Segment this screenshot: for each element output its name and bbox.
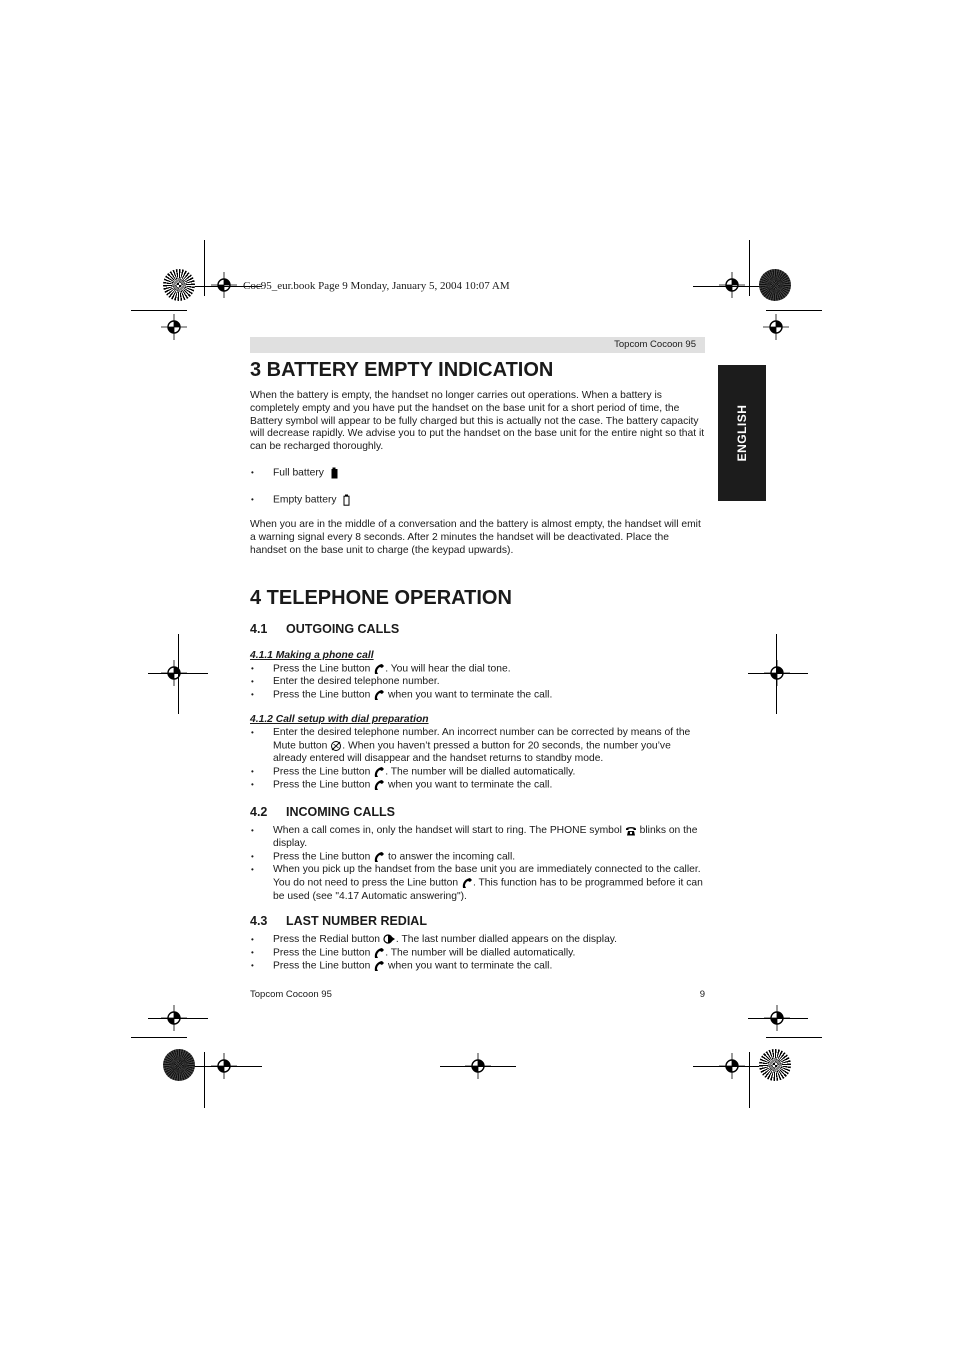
crop-mark <box>693 286 769 287</box>
registration-mark-icon <box>763 314 789 340</box>
list-item: • Empty battery <box>250 494 705 508</box>
list-item: • Enter the desired telephone number. An incorrect number can be corrected by means of the Mute button . When you haven’t pressed a button for 20 seconds, the number you’ve already entered will disappear and the handset returns to standby mode. <box>250 727 705 766</box>
mute-button-icon <box>330 740 342 752</box>
redial-button-icon <box>383 934 396 944</box>
list-item: • Press the Line button when you want to terminate the call. <box>250 689 705 703</box>
subsection-4-1 <box>250 622 705 637</box>
registration-mark-icon <box>211 272 237 298</box>
crop-mark <box>693 1066 769 1067</box>
line-button-icon <box>373 766 385 778</box>
footer-title: Topcom Cocoon 95 <box>250 989 332 1000</box>
subsection-4-1-2 <box>250 714 705 793</box>
list-item: • Press the Line button . The number will be dialled automatically. <box>250 766 705 780</box>
registration-mark-icon <box>719 272 745 298</box>
list-item: • Press the Line button . The number will be dialled automatically. <box>250 947 705 961</box>
list-item: • Press the Line button . You will hear the dial tone. <box>250 663 705 677</box>
empty-battery-icon <box>343 494 351 506</box>
crop-mark <box>148 1018 208 1019</box>
redial-list <box>250 934 705 974</box>
list-item: • Press the Line button when you want to terminate the call. <box>250 779 705 793</box>
line-button-icon <box>373 851 385 863</box>
subsection-4-2 <box>250 805 705 820</box>
language-tab-label: ENGLISH <box>735 404 749 462</box>
crop-mark <box>748 673 808 674</box>
list-item: • Press the Line button to answer the incoming call. <box>250 851 705 865</box>
page-number: 9 <box>699 989 705 1000</box>
print-slug: Coc95_eur.book Page 9 Monday, January 5, 2004 10:07 AM <box>243 280 510 292</box>
sunburst-target-icon <box>759 269 791 301</box>
crop-mark <box>748 1018 808 1019</box>
crop-mark <box>131 1037 187 1038</box>
subsection-heading: 4.1 OUTGOING CALLS <box>250 622 400 636</box>
line-button-icon <box>373 947 385 959</box>
list-item: • Full battery <box>250 467 705 481</box>
crop-mark <box>440 1066 516 1067</box>
crop-mark <box>186 1066 262 1067</box>
battery-list <box>250 467 705 507</box>
list-item: • Press the Redial button . The last number dialled appears on the display. <box>250 934 705 947</box>
crop-mark <box>131 310 187 311</box>
line-button-icon <box>373 779 385 791</box>
crop-mark <box>204 240 205 296</box>
crop-mark <box>204 1052 205 1108</box>
subsection-heading: 4.3 LAST NUMBER REDIAL <box>250 914 427 928</box>
line-button-icon <box>461 877 473 889</box>
subsubsection-heading: 4.1.1 Making a phone call <box>250 650 374 661</box>
subsubsection-heading: 4.1.2 Call setup with dial preparation <box>250 714 429 725</box>
sunburst-target-icon <box>163 1049 195 1081</box>
section-3-title: 3 BATTERY EMPTY INDICATION <box>250 359 554 381</box>
section-4-title: 4 TELEPHONE OPERATION <box>250 587 512 609</box>
crop-mark <box>749 240 750 296</box>
section-3-intro <box>250 390 705 454</box>
list-item: • Enter the desired telephone number. <box>250 676 705 689</box>
section-4 <box>250 586 705 610</box>
crop-mark <box>766 310 822 311</box>
full-battery-icon <box>331 467 339 479</box>
incoming-calls-list <box>250 825 705 903</box>
paragraph: When you are in the middle of a conversation and the battery is almost empty, the handset will emit a warning signal every 8 seconds. After 2 minutes the handset will be deactivated. Place the handset on the base unit to charge (the keypad upwards). <box>250 519 701 556</box>
crop-mark <box>749 1052 750 1108</box>
list-item: • Press the Line button when you want to terminate the call. <box>250 960 705 974</box>
sunburst-target-icon <box>759 1049 791 1081</box>
subsection-4-3 <box>250 914 705 929</box>
crop-mark <box>148 673 208 674</box>
list-item: • When you pick up the handset from the base unit you are immediately connected to the caller. You do not need to press the Line button . This function has to be programmed before it can be used (see "4.17 Automatic answering"). <box>250 864 705 903</box>
crop-mark <box>766 1037 822 1038</box>
line-button-icon <box>373 689 385 701</box>
paragraph: When the battery is empty, the handset no longer carries out operations. When a battery is completely empty and you have put the handset on the base unit for a short period of time, the Battery symbol will appear to be fully charged but this is actually not the case. The battery capacity will decrease rapidly. We advise you to put the handset on the base unit for the entire night so that it can be recharged thoroughly. <box>250 390 705 453</box>
list-item: • When a call comes in, only the handset will start to ring. The PHONE symbol blinks on the display. <box>250 825 705 851</box>
registration-mark-icon <box>161 314 187 340</box>
sunburst-target-icon <box>163 269 195 301</box>
line-button-icon <box>373 960 385 972</box>
section-3-warning <box>250 519 705 557</box>
line-button-icon <box>373 663 385 675</box>
language-tab <box>718 365 766 501</box>
subsection-heading: 4.2 INCOMING CALLS <box>250 805 396 819</box>
phone-symbol-icon <box>625 825 637 836</box>
section-3 <box>250 358 705 382</box>
running-header <box>250 337 705 353</box>
running-header-title: Topcom Cocoon 95 <box>614 339 696 350</box>
subsection-4-1-1 <box>250 650 705 703</box>
